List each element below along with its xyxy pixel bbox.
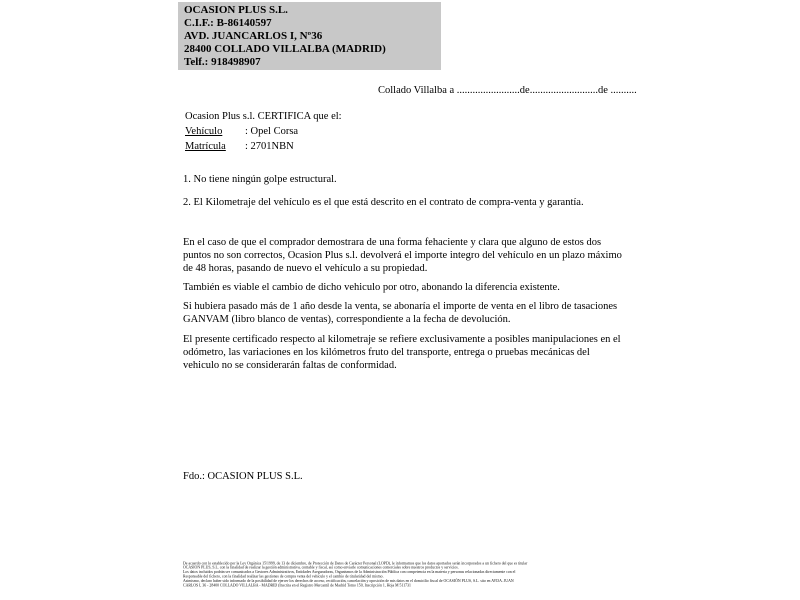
date-line: Collado Villalba a ........................de..........................de .......... — [378, 85, 637, 96]
company-cif: C.I.F.: B-86140597 — [184, 17, 272, 29]
legal-fine-print — [183, 561, 613, 587]
legal-line: De acuerdo con lo establecido por la Ley Orgánica 15/1999, de 13 de diciembre, de Protección de Datos de Carácter Personal (LOPD), le informamos que los datos aportados serán incorporados a un fichero del que es titular — [183, 561, 528, 566]
paragraph-refund: En el caso de que el comprador demostrara de una forma fehaciente y clara que alguno de estos dos puntos no son correctos, Ocasion Plus s.l. devolverá el importe integro del vehículo en un plazo máximo de 48 horas, pasando de nuevo el vehículo a su propiedad. — [183, 237, 622, 274]
plate-value: : 2701NBN — [245, 141, 294, 152]
legal-line: Los datos incluidos podrán ser comunicados a Gestores Administrativos, Entidades Aseguradoras, Organismos de la Administración Pública con competencia en la materia y personas relacionadas directamente con el — [183, 569, 516, 575]
company-name: OCASION PLUS S.L. — [184, 4, 288, 16]
vehicle-line — [185, 126, 298, 137]
company-address: AVD. JUANCARLOS I, Nº36 — [184, 30, 323, 42]
paragraph-exchange: También es viable el cambio de dicho vehiculo por otro, abonando la diferencia existente. — [183, 282, 560, 293]
company-city: 28400 COLLADO VILLALBA (MADRID) — [184, 43, 386, 55]
plate-label: Matrícula — [185, 141, 226, 152]
company-header-block — [178, 2, 441, 70]
point-1: 1. No tiene ningún golpe estructural. — [183, 174, 337, 185]
company-phone: Telf.: 918498907 — [184, 56, 261, 68]
paragraph-odometer: El presente certificado respecto al kilometraje se refiere exclusivamente a posibles manipulaciones en el odómetro, las variaciones en los kilómetros fruto del transporte, entrega o pruebas mecánicas del vehiculo no se considerarán faltas de conformidad. — [183, 334, 621, 371]
vehicle-value: : Opel Corsa — [245, 126, 299, 137]
signature-line: Fdo.: OCASION PLUS S.L. — [183, 471, 303, 482]
legal-line: Responsable del fichero, con la finalidad realizar las gestiones de compra venta del vehículo y el cambio de titularidad del mismo. — [183, 574, 384, 579]
legal-line: OCASION PLUS, S.L. con la finalidad de realizar la gestión administrativa, contable y fiscal, así como enviarle comunicaciones comerciales sobre nuestros productos y servicios. — [183, 565, 459, 570]
plate-line — [185, 141, 294, 152]
certifies-line: Ocasion Plus s.l. CERTIFICA que el: — [185, 111, 342, 122]
legal-line: CARLOS I, 36 - 28400 COLLADO VILLALBA - MADRID (Inscrita en el Registro Mercantil de Madrid Tomo 150, Inscripción 1, Hoja M 511731 — [183, 583, 411, 588]
paragraph-ganvam: Si hubiera pasado más de 1 año desde la venta, se abonaría el importe de venta en el libro de tasaciones GANVAM (libro blanco de ventas), correspondiente a la fecha de devolución. — [183, 301, 618, 325]
point-2: 2. El Kilometraje del vehículo es el que está descrito en el contrato de compra-venta y garantía. — [183, 197, 584, 208]
vehicle-label: Vehículo — [185, 126, 223, 137]
legal-line: Asimismo, declaro haber sido informado de la posibilidad de ejercer los derechos de acceso, rectificación, cancelación y oposición de mis datos en el domicilio fiscal de OCASIÓN PLUS, S.L. sito en AVDA. JUAN — [183, 578, 514, 583]
